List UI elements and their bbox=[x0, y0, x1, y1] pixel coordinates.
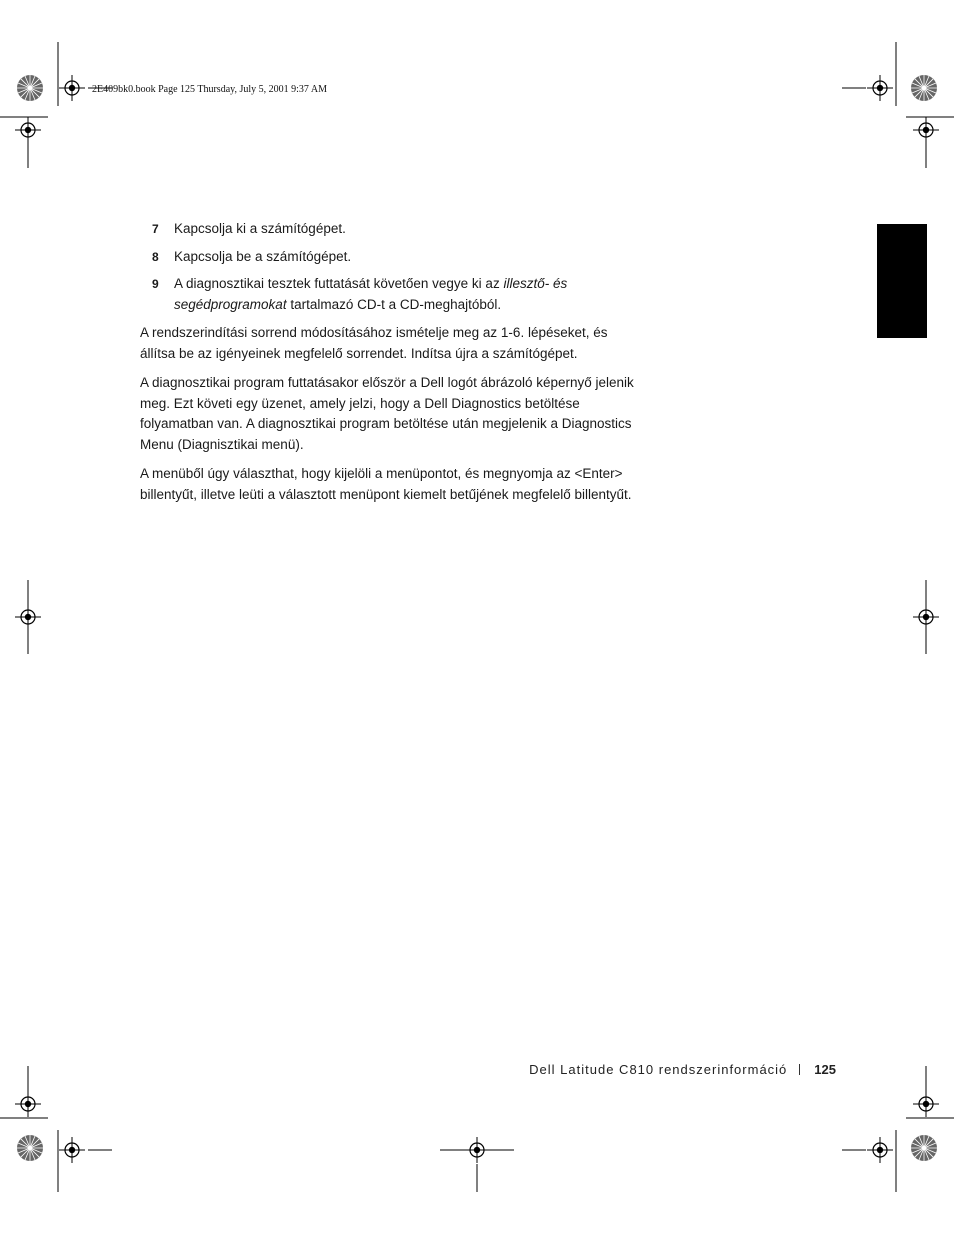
step-item bbox=[140, 274, 640, 315]
footer-title: Dell Latitude C810 rendszerinformáció bbox=[529, 1062, 788, 1077]
registration-mark-icon bbox=[15, 117, 41, 143]
step-text: Kapcsolja be a számítógépet. bbox=[174, 248, 352, 264]
registration-mark-icon bbox=[59, 1137, 85, 1163]
step-item bbox=[140, 219, 640, 240]
registration-mark-icon bbox=[867, 75, 893, 101]
step-text: tartalmazó CD-t a CD-meghajtóból. bbox=[286, 296, 502, 312]
page-number: 125 bbox=[814, 1062, 836, 1077]
registration-mark-icon bbox=[913, 604, 939, 630]
page-body bbox=[140, 219, 640, 514]
paragraph-text: (Diagnisztikai menü). bbox=[173, 436, 304, 452]
registration-mark-icon bbox=[464, 1137, 490, 1163]
starburst-target-icon bbox=[17, 75, 43, 101]
paragraph-text: A diagnosztikai program futtatásakor először a Dell logót ábrázoló képernyő jelenik meg. Ezt követi egy üzenet, amely jelzi, hogy a Dell Diagnostics betöltése folyamatban van. A diagnosztikai program betöltése után megjelenik a bbox=[140, 375, 634, 431]
paragraph-diagnostics-start bbox=[140, 373, 640, 455]
registration-mark-icon bbox=[15, 604, 41, 630]
registration-mark-icon bbox=[867, 1137, 893, 1163]
registration-mark-icon bbox=[59, 75, 85, 101]
starburst-target-icon bbox=[911, 1135, 937, 1161]
chapter-thumb-tab bbox=[877, 224, 927, 338]
step-number: 9 bbox=[152, 277, 159, 291]
registration-mark-icon bbox=[913, 1091, 939, 1117]
step-number: 7 bbox=[152, 222, 159, 236]
footer-divider bbox=[799, 1064, 800, 1075]
registration-mark-icon bbox=[15, 1091, 41, 1117]
slug-line: 2E409bk0.book Page 125 Thursday, July 5, 2001 9:37 AM bbox=[92, 84, 327, 95]
registration-mark-icon bbox=[913, 117, 939, 143]
ui-term-diagnostics-menu: Diagnostics Menu bbox=[140, 416, 632, 452]
page-footer bbox=[529, 1062, 836, 1077]
step-number: 8 bbox=[152, 249, 159, 264]
step-item bbox=[140, 247, 640, 268]
paragraph-menu-selection: A menüből úgy választhat, hogy kijelöli a menüpontot, és megnyomja az <Enter> billentyűt, illetve leüti a választott menüpont kiemelt betűjének megfelelő billentyűt. bbox=[140, 466, 632, 502]
paragraph-boot-order: A rendszerindítási sorrend módosításához ismételje meg az 1-6. lépéseket, és állítsa be az igényeinek megfelelő sorrendet. Indítsa újra a számítógépet. bbox=[140, 325, 608, 361]
step-text-italic: illesztő- és segédprogramokat bbox=[174, 276, 568, 312]
starburst-target-icon bbox=[17, 1135, 43, 1161]
step-text: Kapcsolja ki a számítógépet. bbox=[174, 221, 346, 236]
starburst-target-icon bbox=[911, 75, 937, 101]
step-text: A diagnosztikai tesztek futtatását követően vegye ki az bbox=[174, 276, 504, 291]
